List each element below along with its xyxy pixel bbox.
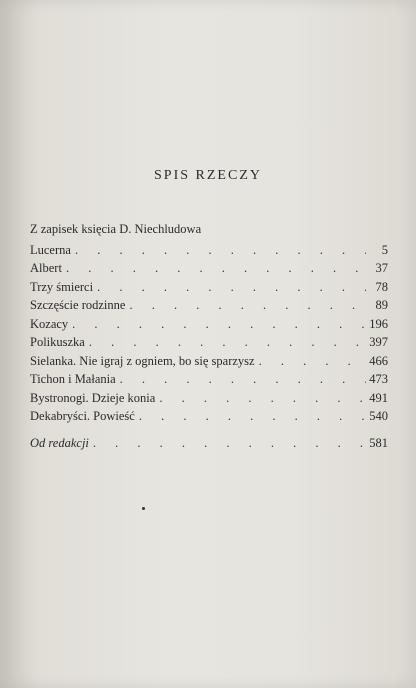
leader-dots	[93, 278, 366, 297]
toc-entry	[30, 296, 388, 315]
toc-entry-title: Albert	[30, 261, 62, 275]
print-speck	[142, 507, 145, 510]
toc-entry	[30, 241, 388, 260]
leader-dots	[68, 315, 366, 334]
leader-dots	[135, 407, 366, 426]
toc-entry	[30, 370, 388, 389]
toc-entry	[30, 389, 388, 408]
toc-entry	[30, 315, 388, 334]
toc-entry	[30, 407, 388, 426]
toc-entry-page: 78	[375, 279, 388, 294]
toc-entry-page: 473	[369, 372, 388, 386]
toc-entry-page: 89	[375, 298, 388, 312]
toc-entry-title: Bystronogi. Dzieje konia	[30, 390, 156, 405]
leader-dots	[255, 352, 366, 371]
spacer	[30, 426, 388, 434]
toc-entry-title: Dekabryści. Powieść	[30, 409, 135, 423]
toc-entry-page: 581	[369, 435, 388, 450]
toc-entry-page: 196	[369, 316, 388, 331]
leader-dots	[62, 259, 366, 278]
toc-entry	[30, 259, 388, 278]
toc-entry-title: Tichon i Małania	[30, 372, 116, 386]
toc-entry-page: 466	[369, 353, 388, 368]
toc-entry	[30, 352, 388, 371]
toc-entry-title: Lucerna	[30, 242, 71, 257]
leader-dots	[155, 389, 366, 408]
toc-entry-title: Kozacy	[30, 316, 69, 331]
toc-entry	[30, 278, 388, 297]
section-heading: Z zapisek księcia D. Niechludowa	[30, 222, 202, 236]
toc-entry-title: Trzy śmierci	[30, 279, 94, 294]
toc-entry-page: 540	[369, 409, 388, 423]
leader-dots	[116, 370, 366, 389]
toc-entry-title: Polikuszka	[30, 335, 85, 349]
leader-dots	[125, 296, 366, 315]
toc-entry	[30, 333, 388, 352]
toc-entry-title: Sielanka. Nie igraj z ogniem, bo się sparzysz	[30, 353, 255, 368]
toc-entry-page: 491	[369, 390, 388, 405]
toc-entry-title: Od redakcji	[30, 435, 89, 450]
toc-entry-page: 397	[369, 335, 388, 349]
leader-dots	[89, 434, 366, 453]
leader-dots	[71, 241, 366, 260]
toc-entry-page: 37	[375, 261, 388, 275]
page-title: SPIS RZECZY	[154, 168, 262, 183]
toc-entry-title: Szczęście rodzinne	[30, 298, 126, 312]
leader-dots	[85, 333, 366, 352]
table-of-contents	[30, 220, 388, 452]
toc-entry-page: 5	[381, 242, 388, 257]
toc-entry-footer	[30, 434, 388, 453]
